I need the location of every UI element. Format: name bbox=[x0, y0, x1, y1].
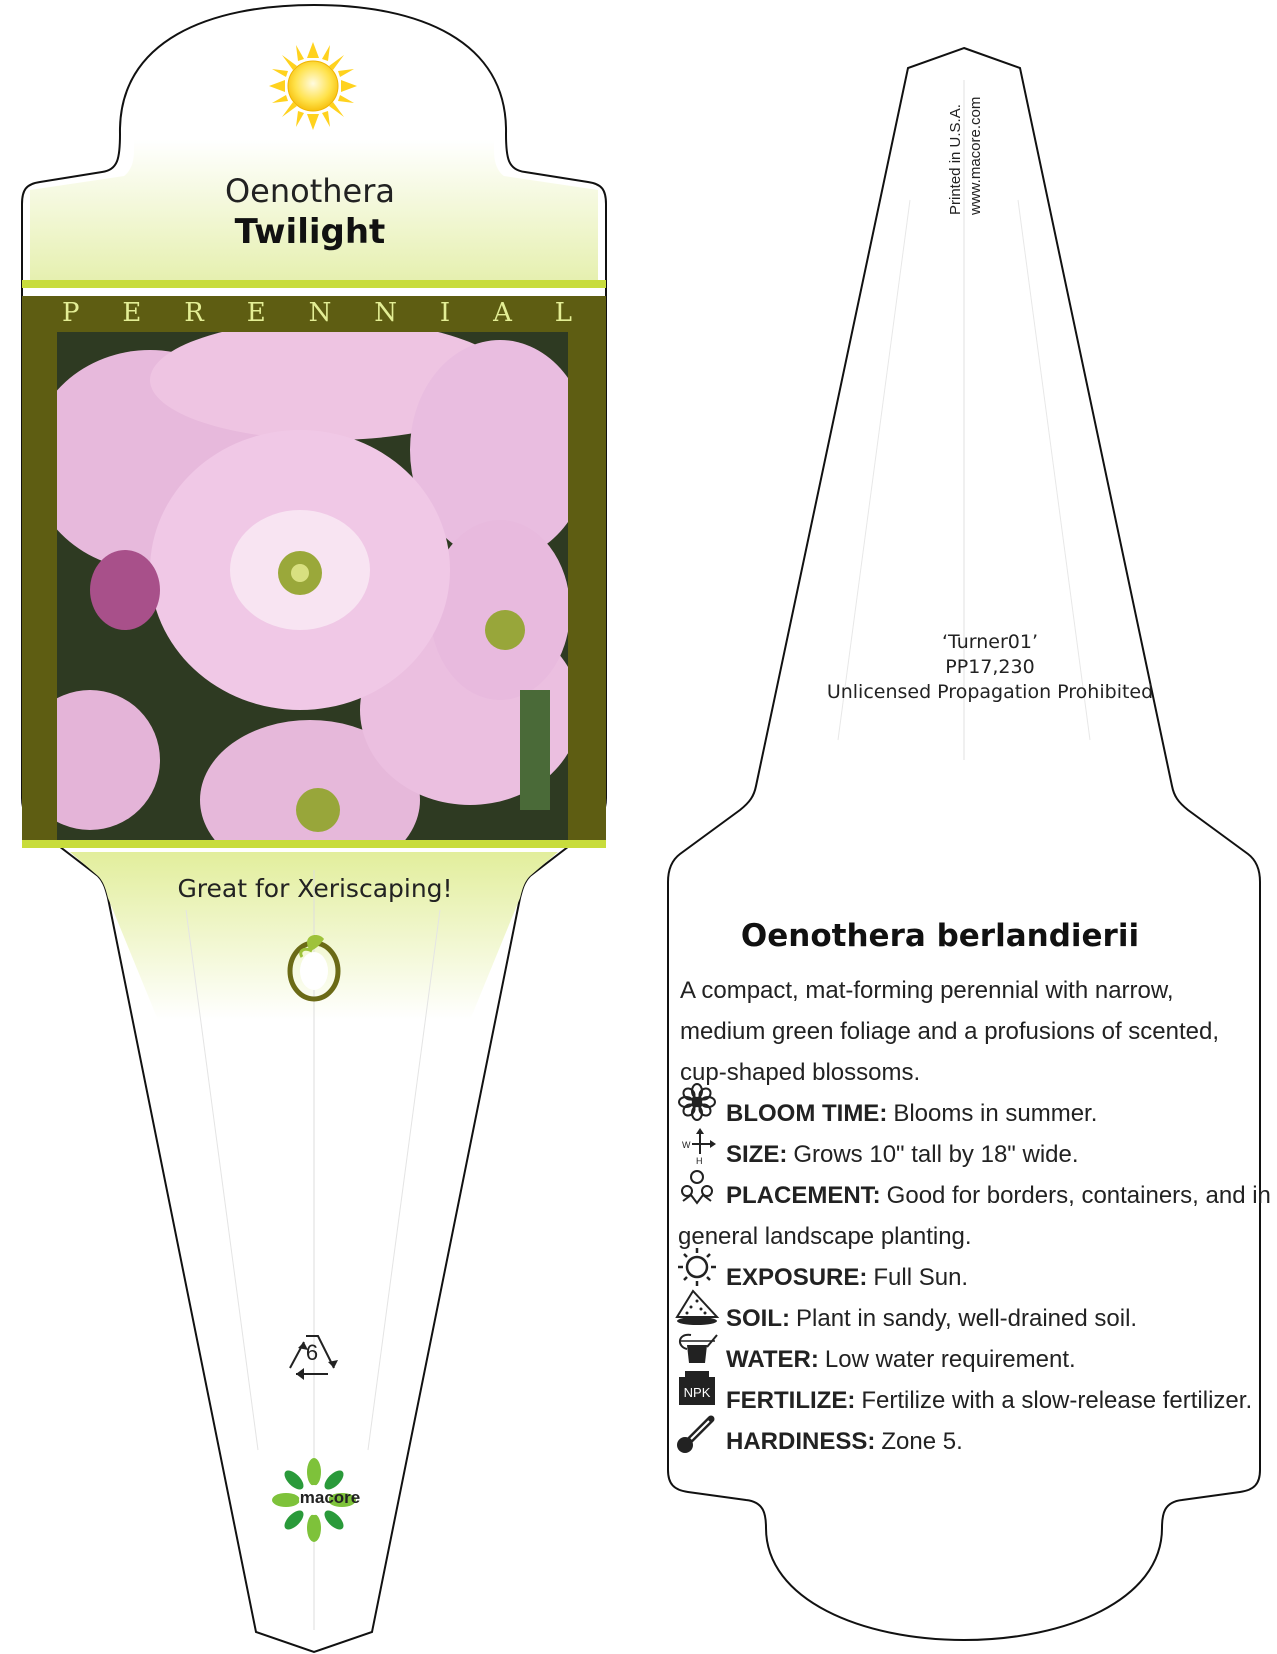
attr-soil bbox=[680, 1298, 1240, 1339]
attr-size bbox=[680, 1134, 1240, 1175]
attr-value: Good for borders, containers, and in bbox=[886, 1182, 1271, 1209]
attr-placement bbox=[680, 1175, 1271, 1216]
patent-number: PP17,230 bbox=[945, 656, 1035, 678]
tagline: Great for Xeriscaping! bbox=[177, 874, 453, 903]
description-line: cup-shaped blossoms. bbox=[680, 1059, 921, 1086]
cultivar-name: ‘Turner01’ bbox=[941, 631, 1039, 653]
attr-value: Full Sun. bbox=[873, 1264, 969, 1291]
attr-label: SIZE: bbox=[726, 1141, 788, 1168]
description-block bbox=[678, 970, 1271, 1462]
attr-value: Blooms in summer. bbox=[893, 1100, 1098, 1127]
category-letter: E bbox=[246, 298, 266, 328]
attr-label: SOIL: bbox=[726, 1305, 790, 1332]
attr-placement-cont: general landscape planting. bbox=[678, 1223, 972, 1250]
category-letter: R bbox=[184, 298, 204, 328]
attr-label: HARDINESS: bbox=[726, 1428, 876, 1455]
recycle-code: 6 bbox=[305, 1340, 319, 1365]
attr-exposure bbox=[680, 1257, 1240, 1298]
printed-in: Printed in U.S.A. bbox=[947, 104, 964, 215]
attr-bloom-time bbox=[680, 1093, 1240, 1134]
flower-photo bbox=[20, 320, 590, 880]
print-info bbox=[946, 97, 986, 215]
attr-label: EXPOSURE: bbox=[726, 1264, 868, 1291]
attr-value: Plant in sandy, well-drained soil. bbox=[796, 1305, 1138, 1332]
category-letter: N bbox=[308, 298, 332, 328]
attr-value: Fertilize with a slow-release fertilizer. bbox=[861, 1387, 1253, 1414]
propagation-notice: Unlicensed Propagation Prohibited bbox=[826, 681, 1154, 703]
attr-label: PLACEMENT: bbox=[726, 1182, 881, 1209]
description-line: medium green foliage and a profusions of scented, bbox=[680, 1018, 1220, 1045]
attr-label: WATER: bbox=[726, 1346, 819, 1373]
attr-hardiness bbox=[680, 1421, 1240, 1462]
plant-variety: Twilight bbox=[234, 212, 386, 252]
latin-name: Oenothera berlandierii bbox=[740, 918, 1140, 954]
attr-fertilize bbox=[680, 1380, 1253, 1421]
npk-icon-text: NPK bbox=[683, 1385, 711, 1400]
category-letter: I bbox=[439, 298, 451, 328]
attr-value: Low water requirement. bbox=[824, 1346, 1076, 1373]
website: www.macore.com bbox=[967, 96, 984, 215]
size-icon-h: H bbox=[696, 1156, 703, 1166]
attr-value: Grows 10" tall by 18" wide. bbox=[793, 1141, 1079, 1168]
brand-name: macore bbox=[299, 1488, 361, 1507]
plant-genus: Oenothera bbox=[224, 172, 395, 210]
description-line: A compact, mat-forming perennial with narrow, bbox=[680, 977, 1174, 1004]
category-letter: E bbox=[122, 298, 142, 328]
sun-icon bbox=[269, 42, 357, 130]
attr-label: FERTILIZE: bbox=[726, 1387, 856, 1414]
category-letter: L bbox=[554, 298, 572, 328]
category-letter: N bbox=[374, 298, 397, 328]
patent-block bbox=[780, 630, 1200, 705]
attr-value: Zone 5. bbox=[881, 1428, 963, 1455]
attr-water bbox=[680, 1339, 1240, 1380]
category-letter: A bbox=[493, 298, 512, 328]
category-label bbox=[62, 298, 572, 328]
attr-label: BLOOM TIME: bbox=[726, 1100, 888, 1127]
size-icon-w: W bbox=[682, 1140, 691, 1150]
front-tag bbox=[20, 5, 606, 1652]
category-letter: P bbox=[62, 298, 80, 328]
